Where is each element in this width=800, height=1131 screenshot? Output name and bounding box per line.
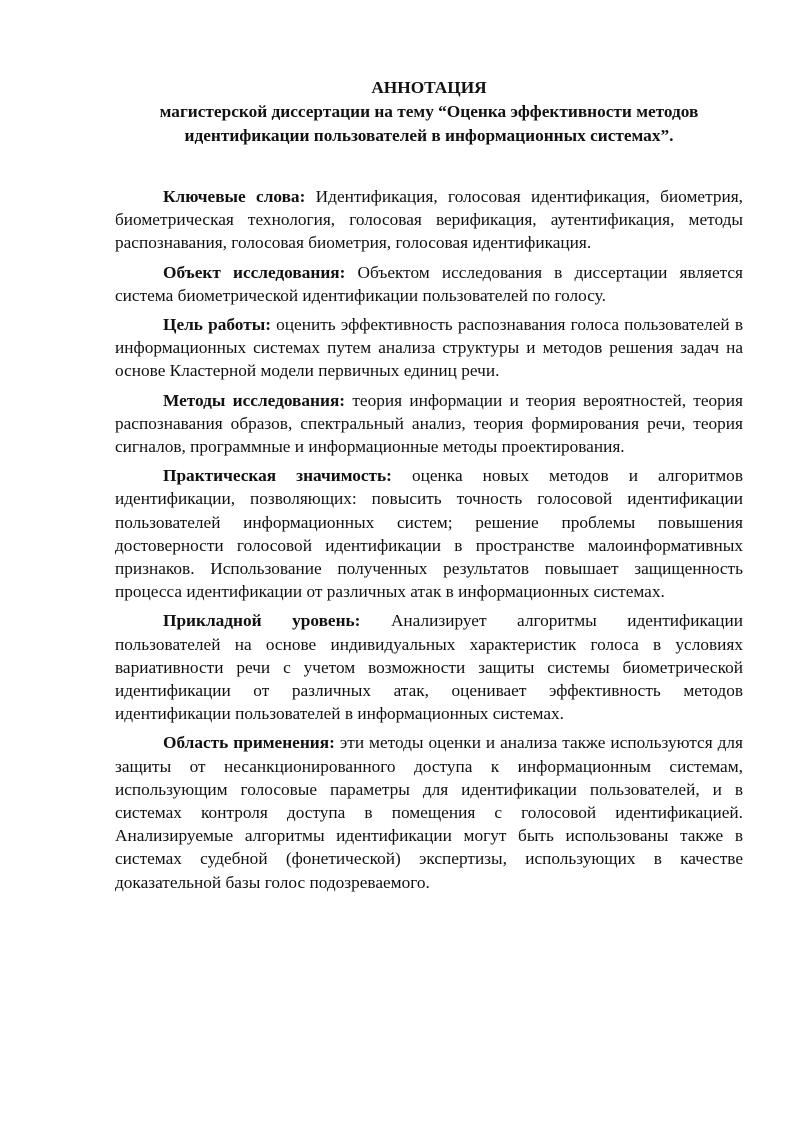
section-keywords — [115, 185, 743, 255]
section-label: Практическая значимость: — [163, 466, 392, 486]
section-text: Объектом исследования в диссертации является система биометрической идентификации пользователей по голосу. — [115, 262, 743, 305]
section-label: Прикладной уровень: — [163, 611, 361, 631]
section-label: Область применения: — [163, 733, 335, 753]
subtitle-line-1: магистерской диссертации на тему “Оценка эффективности методов — [159, 102, 699, 121]
annotation-body — [115, 185, 743, 894]
document-subtitle — [115, 100, 743, 148]
section-object — [115, 261, 743, 307]
section-label: Объект исследования: — [163, 262, 346, 282]
section-text: оценить эффективность распознавания голоса пользователей в информационных системах путем анализа структуры и методов решения задач на основе Кластерной модели первичных единиц речи. — [115, 315, 743, 381]
section-applied-level — [115, 609, 743, 725]
section-application-area — [115, 731, 743, 893]
section-label: Ключевые слова: — [163, 187, 306, 206]
document-title: АННОТАЦИЯ — [371, 78, 487, 97]
section-text: теория информации и теория вероятностей, теория распознавания образов, спектральный анализ, теория формирования речи, теория сигналов, программные и информационные методы проектирования. — [115, 390, 744, 457]
section-text: оценка новых методов и алгоритмов идентификации, позволяющих: повысить точность голосовой идентификации пользователей информационных систем; решение проблемы повышения достоверности голосовой идентификации в пространстве малоинформативных признаков. Использование полученных результатов повышает защищенность процесса идентификации от различных атак в информационных системах. — [115, 466, 743, 602]
section-label: Цель работы: — [163, 315, 271, 335]
section-text: Анализирует алгоритмы идентификации пользователей на основе индивидуальных характеристик голоса в условиях вариативности речи с учетом возможности защиты системы биометрической идентификации от различных атак, оценивает эффективность методов идентификации пользователей в информационных системах. — [115, 611, 744, 724]
section-label: Методы исследования: — [163, 390, 346, 410]
section-practical-significance — [115, 464, 743, 603]
section-text: Идентификация, голосовая идентификация, биометрия, биометрическая технология, голосовая верификация, аутентификация, методы распознавания, голосовая биометрия, голосовая идентификация. — [115, 187, 743, 253]
section-text: эти методы оценки и анализа также используются для защиты от несанкционированного доступа к информационным системам, использующим голосовые параметры для идентификации пользователей, и в системах контроля доступа в помещения с голосовой идентификацией. Анализируемые алгоритмы идентификации могут быть использованы также в системах судебной (фонетической) экспертизы, использующих в качестве доказательной базы голос подозреваемого. — [115, 733, 743, 892]
subtitle-line-2: идентификации пользователей в информационных системах”. — [184, 126, 674, 145]
section-methods — [115, 389, 743, 459]
section-goal — [115, 313, 743, 383]
